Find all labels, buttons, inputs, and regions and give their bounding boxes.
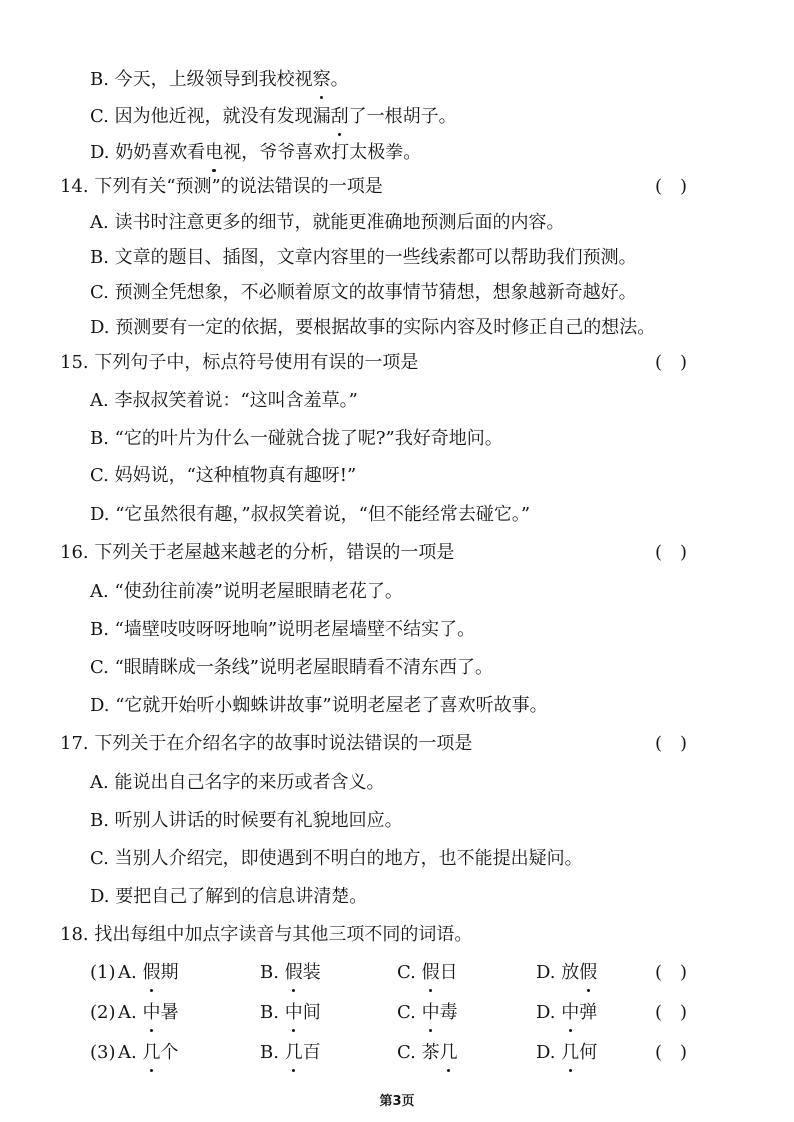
q18-row-3-option-c: C. 茶几 <box>397 1042 458 1063</box>
q16-option-a: A. “使劲往前凑”说明老屋眼睛老花了。 <box>90 581 403 602</box>
q13-option-d: D. 奶奶喜欢看电视，爷爷喜欢打太极拳。 <box>90 142 422 163</box>
q18-row-1-option-a: A. 假期 <box>118 962 179 983</box>
q18-row-1-number: (1) <box>90 962 116 983</box>
q18-row-3-number: (3) <box>90 1042 116 1063</box>
q17-option-b: B. 听别人讲话的时候要有礼貌地回应。 <box>90 810 403 831</box>
q18-row-1-option-d: D. 放假 <box>536 962 598 983</box>
q13-option-c: C. 因为他近视，就没有发现漏刮了一根胡子。 <box>90 106 457 127</box>
q15-option-c: C. 妈妈说，“这种植物真有趣呀!” <box>90 465 357 486</box>
q14-answer-blank[interactable]: () <box>655 176 706 197</box>
q15-stem: 15. 下列句子中，标点符号使用有误的一项是 <box>60 352 419 373</box>
q17-answer-blank[interactable]: () <box>655 733 706 754</box>
q14-option-d: D. 预测要有一定的依据，要根据故事的实际内容及时修正自己的想法。 <box>90 317 656 338</box>
q15-answer-blank[interactable]: () <box>655 352 706 373</box>
q18-row-1-option-c: C. 假日 <box>397 962 458 983</box>
q14-option-a: A. 读书时注意更多的细节，就能更准确地预测后面的内容。 <box>90 212 565 233</box>
q18-row-1-option-b: B. 假装 <box>260 962 321 983</box>
q18-row-3-answer-blank[interactable]: () <box>655 1042 706 1063</box>
q17-option-d: D. 要把自己了解到的信息讲清楚。 <box>90 886 368 907</box>
q18-row-2-option-a: A. 中暑 <box>118 1002 179 1023</box>
q18-row-2-answer-blank[interactable]: () <box>655 1002 706 1023</box>
q18-row-3-option-d: D. 几何 <box>536 1042 598 1063</box>
q15-option-a: A. 李叔叔笑着说：“这叫含羞草。” <box>90 390 358 411</box>
q17-option-c: C. 当别人介绍完，即使遇到不明白的地方，也不能提出疑问。 <box>90 848 583 869</box>
q17-stem: 17. 下列关于在介绍名字的故事时说法错误的一项是 <box>60 733 473 754</box>
q14-option-c: C. 预测全凭想象，不必顺着原文的故事情节猜想，想象越新奇越好。 <box>90 282 637 303</box>
q16-stem: 16. 下列关于老屋越来越老的分析，错误的一项是 <box>60 542 455 563</box>
q15-option-b: B. “它的叶片为什么一碰就合拢了呢?”我好奇地问。 <box>90 428 503 449</box>
q18-row-2-option-c: C. 中毒 <box>397 1002 458 1023</box>
q17-option-a: A. 能说出自己名字的来历或者含义。 <box>90 772 385 793</box>
q18-row-2-number: (2) <box>90 1002 116 1023</box>
q16-answer-blank[interactable]: () <box>655 542 706 563</box>
q15-option-d: D. “它虽然很有趣，”叔叔笑着说，“但不能经常去碰它。” <box>90 504 531 525</box>
q13-option-b: B. 今天，上级领导到我校视察。 <box>90 69 349 90</box>
q18-row-3-option-a: A. 几个 <box>118 1042 179 1063</box>
page-number: 第3页 <box>379 1094 415 1109</box>
q18-row-1-answer-blank[interactable]: () <box>655 962 706 983</box>
q16-option-d: D. “它就开始听小蜘蛛讲故事”说明老屋老了喜欢听故事。 <box>90 695 548 716</box>
q14-stem: 14. 下列有关“预测”的说法错误的一项是 <box>60 176 383 197</box>
q14-option-b: B. 文章的题目、插图，文章内容里的一些线索都可以帮助我们预测。 <box>90 247 637 268</box>
q16-option-c: C. “眼睛眯成一条线”说明老屋眼睛看不清东西了。 <box>90 657 493 678</box>
q16-option-b: B. “墙壁吱吱呀呀地响”说明老屋墙壁不结实了。 <box>90 619 476 640</box>
q18-row-2-option-b: B. 中间 <box>260 1002 321 1023</box>
q18-stem: 18. 找出每组中加点字读音与其他三项不同的词语。 <box>60 924 473 945</box>
q18-row-3-option-b: B. 几百 <box>260 1042 321 1063</box>
q18-row-2-option-d: D. 中弹 <box>536 1002 598 1023</box>
